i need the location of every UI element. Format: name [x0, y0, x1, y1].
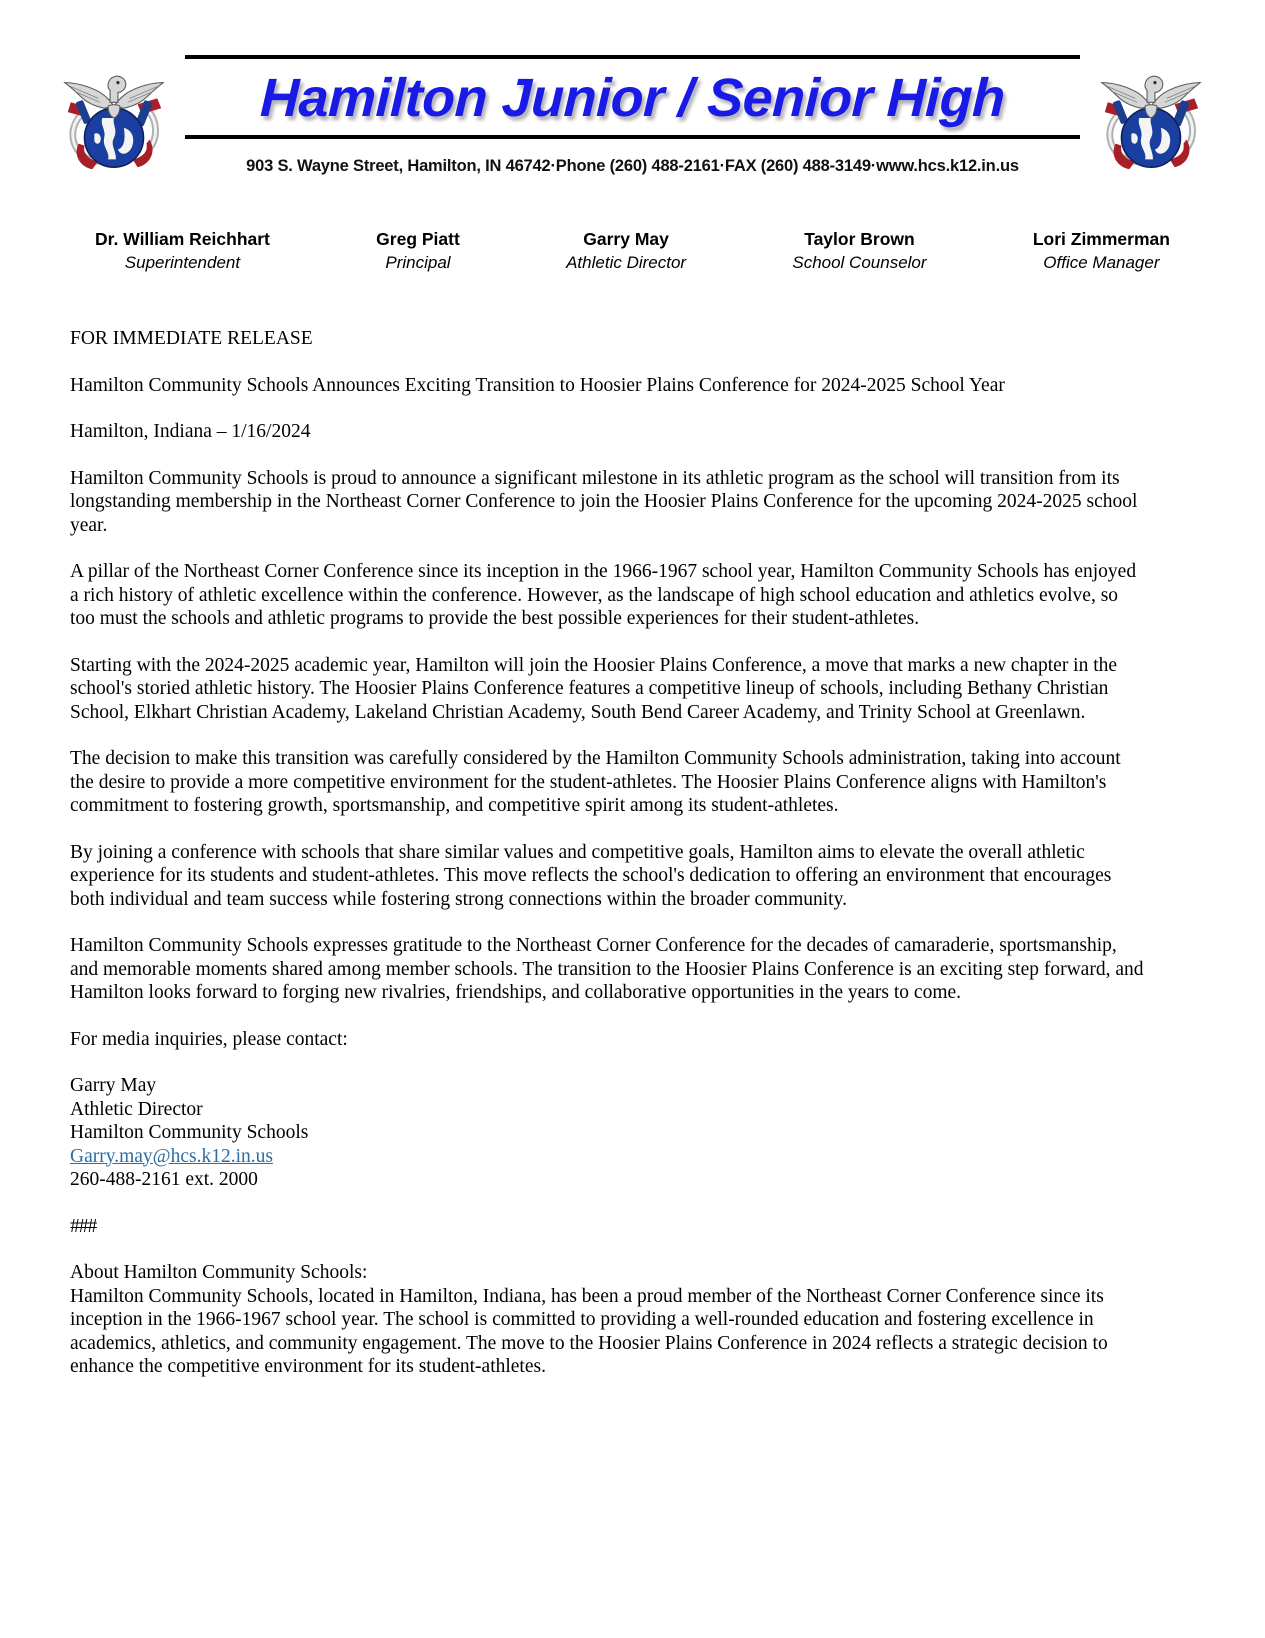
staff-entry-principal	[376, 227, 460, 275]
release-paragraph-1: Hamilton Community Schools is proud to announce a significant milestone in its athletic program as the school will transition from its longstanding membership in the Northeast Corner Conference to join the Hoosier Plains Conference for the upcoming 2024-2025 school year.	[70, 467, 1138, 536]
media-contact-block	[70, 1074, 1147, 1192]
about-section	[70, 1261, 1147, 1379]
media-inquiries-label: For media inquiries, please contact:	[70, 1028, 348, 1050]
staff-title: Athletic Director	[566, 253, 687, 272]
contact-email-link[interactable]: Garry.may@hcs.k12.in.us	[70, 1145, 273, 1167]
staff-entry-superintendent	[95, 227, 270, 275]
contact-email-line	[70, 1145, 1147, 1169]
staff-entry-athletic-director	[566, 227, 686, 275]
release-paragraph-2: A pillar of the Northeast Corner Conference since its inception in the 1966-1967 school year, Hamilton Community Schools has enjoyed a rich history of athletic excellence within the conference. However, as the landscape of high school education and athletics evolve, so too must the schools and athletic programs to provide the best possible experiences for their student-athletes.	[70, 561, 1137, 629]
release-paragraph-4: The decision to make this transition was carefully considered by the Hamilton Community Schools administration, taking into account the desire to provide a more competitive environment for the student-athletes. The Hoosier Plains Conference aligns with Hamilton's commitment to fostering growth, sportsmanship, and competitive spirit among its student-athletes.	[70, 748, 1121, 816]
staff-title: Principal	[385, 253, 451, 272]
release-paragraph-5: By joining a conference with schools that share similar values and competitive goals, Hamilton aims to elevate the overall athletic experience for its students and student-athletes. This move reflects the school's dedication to offering an environment that encourages both individual and team success while fostering strong connections within the broader community.	[70, 841, 1112, 910]
end-marker: ###	[70, 1215, 97, 1237]
release-paragraph-3: Starting with the 2024-2025 academic year, Hamilton will join the Hoosier Plains Conference, a move that marks a new chapter in the school's storied athletic history. The Hoosier Plains Conference features a competitive lineup of schools, including Bethany Christian School, Elkhart Christian Academy, Lakeland Christian Academy, South Bend Career Academy, and Trinity School at Greenlawn.	[70, 654, 1118, 723]
eagle-globe-anchor-icon-left	[55, 61, 173, 179]
letterhead-center	[173, 55, 1092, 176]
staff-name: Lori Zimmerman	[1032, 229, 1170, 249]
staff-name: Taylor Brown	[804, 229, 915, 249]
release-dateline: Hamilton, Indiana – 1/16/2024	[70, 421, 311, 442]
header-rule-top	[185, 55, 1080, 59]
staff-title: Office Manager	[1043, 253, 1160, 272]
staff-name: Greg Piatt	[376, 229, 460, 249]
staff-name: Garry May	[583, 229, 669, 249]
press-release-body	[0, 327, 1265, 1379]
staff-entry-office-manager	[1033, 227, 1170, 275]
staff-entry-school-counselor	[792, 227, 926, 275]
school-address-line: 903 S. Wayne Street, Hamilton, IN 46742·Phone (260) 488-2161·FAX (260) 488-3149·www.hcs.k12.in.us	[246, 157, 1019, 175]
header-rule-bottom	[185, 135, 1080, 139]
eagle-globe-anchor-icon-right	[1092, 61, 1210, 179]
letterhead	[0, 0, 1265, 215]
contact-title: Athletic Director	[70, 1098, 203, 1120]
release-header: FOR IMMEDIATE RELEASE	[70, 328, 313, 349]
release-headline: Hamilton Community Schools Announces Exciting Transition to Hoosier Plains Conference for 2024-2025 School Year	[70, 374, 1005, 396]
contact-name: Garry May	[70, 1075, 157, 1096]
staff-name: Dr. William Reichhart	[95, 229, 270, 249]
contact-phone: 260-488-2161 ext. 2000	[70, 1169, 258, 1190]
staff-title: School Counselor	[792, 253, 927, 272]
about-body: Hamilton Community Schools, located in Hamilton, Indiana, has been a proud member of the Northeast Corner Conference since its inception in the 1966-1967 school year. The school is committed to providing a well-rounded education and fostering excellence in academics, athletics, and community engagement. The move to the Hoosier Plains Conference in 2024 reflects a strategic decision to enhance the competitive environment for its student-athletes.	[70, 1285, 1108, 1377]
about-heading: About Hamilton Community Schools:	[70, 1262, 368, 1283]
school-title: Hamilton Junior / Senior High	[259, 68, 1006, 128]
release-paragraph-6: Hamilton Community Schools expresses gratitude to the Northeast Corner Conference for the decades of camaraderie, sportsmanship, and memorable moments shared among member schools. The transition to the Hoosier Plains Conference is an exciting step forward, and Hamilton looks forward to forging new rivalries, friendships, and collaborative opportunities in the years to come.	[70, 935, 1144, 1003]
staff-directory	[0, 215, 1265, 275]
staff-title: Superintendent	[124, 253, 241, 272]
contact-organization: Hamilton Community Schools	[70, 1122, 309, 1143]
